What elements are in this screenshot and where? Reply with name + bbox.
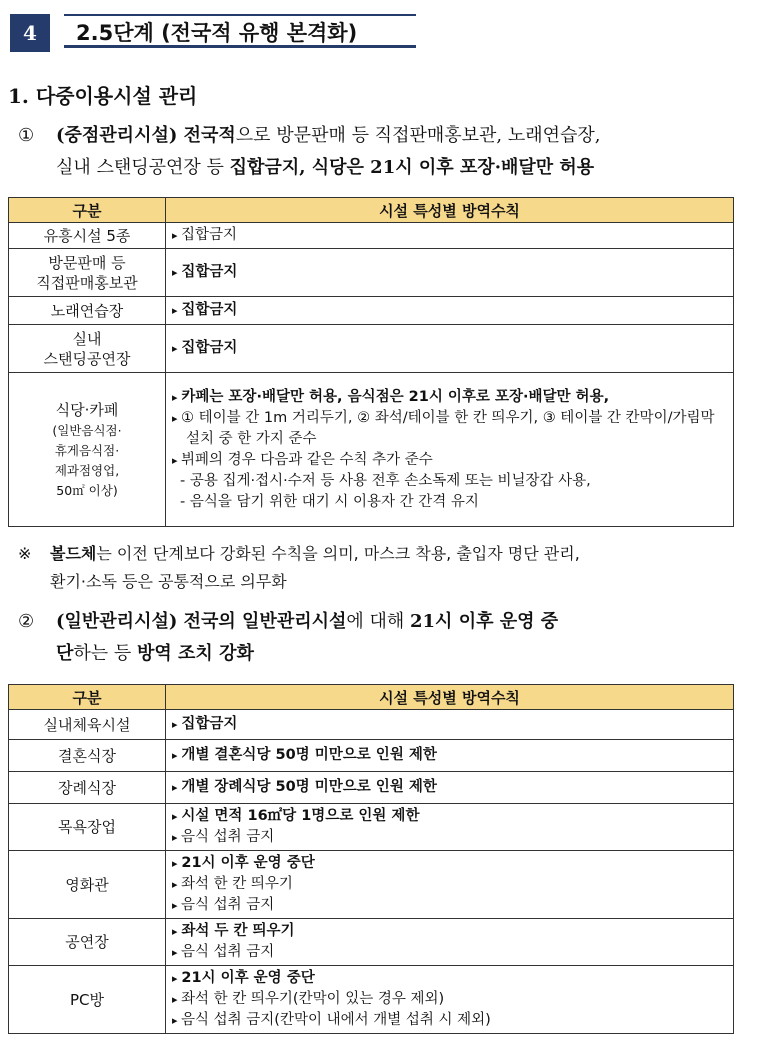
rule-cell: [166, 297, 734, 325]
rule-item: ▸ 음식 섭취 금지(칸막이 내에서 개별 섭취 시 제외): [172, 1010, 727, 1031]
rule-item: ▸ 시설 면적 16㎡당 1명으로 인원 제한: [172, 806, 727, 827]
section-title: 2.5단계 (전국적 유행 본격화): [64, 14, 416, 48]
paragraph-2-bold2: 21시 이후 운영 중: [410, 611, 559, 632]
subsection-heading: 1. 다중이용시설 관리: [8, 84, 198, 108]
category-cell: 결혼식장: [9, 740, 166, 772]
rule-item: ▸ 음식 섭취 금지: [172, 942, 727, 963]
category-line: 실내: [72, 329, 102, 348]
rule-cell: [166, 325, 734, 373]
paragraph-1-line2: 실내 스탠딩공연장 등: [56, 157, 230, 178]
rule-cell: [166, 772, 734, 804]
category-cell: 영화관: [9, 851, 166, 919]
rule-subitem: - 공용 집게·접시·수저 등 사용 전후 손소독제 또는 비닐장갑 사용,: [180, 472, 591, 489]
paragraph-2-bold: (일반관리시설) 전국의 일반관리시설: [56, 611, 347, 632]
table-row: [9, 966, 734, 1034]
rule-cell: [166, 223, 734, 249]
footnote-text: 는 이전 단계보다 강화된 수칙을 의미, 마스크 착용, 출입자 명단 관리,: [96, 544, 580, 563]
category-cell: [9, 373, 166, 527]
rule-cell: [166, 804, 734, 851]
table-row: [9, 740, 734, 772]
category-sub: (일반음식점·: [52, 422, 122, 438]
rule-item: ▸ 개별 결혼식당 50명 미만으로 인원 제한: [172, 747, 437, 763]
rule-item: ▸ 음식 섭취 금지: [172, 827, 727, 848]
footnote-marker: ※: [18, 544, 32, 563]
rule-cell: [166, 740, 734, 772]
rule-cell: [166, 249, 734, 297]
category-cell: 유흥시설 5종: [9, 223, 166, 249]
category-cell: 노래연습장: [9, 297, 166, 325]
table-row: [9, 710, 734, 740]
category-line: 방문판매 등: [48, 253, 126, 272]
footnote: [18, 540, 748, 596]
category-cell: 목욕장업: [9, 804, 166, 851]
table-row: [9, 851, 734, 919]
facility-table-2: [8, 684, 734, 1034]
category-cell: 장례식장: [9, 772, 166, 804]
category-sub: 제과점영업,: [54, 462, 120, 478]
rule-cell: [166, 919, 734, 966]
paragraph-1-marker: ①: [18, 125, 35, 146]
table-row: [9, 297, 734, 325]
category-line: 직접판매홍보관: [36, 273, 138, 292]
rule-item: ▸ 음식 섭취 금지: [172, 895, 727, 916]
paragraph-2-line2-bold2: 방역 조치 강화: [137, 643, 254, 664]
facility-table-1: [8, 197, 734, 527]
rule-item: ▸ 21시 이후 운영 중단: [172, 853, 727, 874]
paragraph-1-text: 으로 방문판매 등 직접판매홍보관, 노래연습장,: [235, 125, 601, 146]
footnote-line2: 환기·소독 등은 공통적으로 의무화: [50, 572, 287, 591]
column-header: 구분: [9, 198, 166, 223]
paragraph-1: [18, 120, 746, 184]
table-row: [9, 249, 734, 297]
rule-item: ▸ 뷔페의 경우 다음과 같은 수칙 추가 준수: [172, 450, 727, 471]
category-cell: 실내체육시설: [9, 710, 166, 740]
rule-subitem: - 음식을 담기 위한 대기 시 이용자 간 간격 유지: [180, 493, 479, 510]
rule-item: ▸ 집합금지: [172, 716, 237, 732]
table-row: [9, 772, 734, 804]
paragraph-2-line2: 하는 등: [73, 643, 137, 664]
table-row: [9, 373, 734, 527]
rule-cell: [166, 966, 734, 1034]
rule-item: ▸ 좌석 한 칸 띄우기: [172, 874, 727, 895]
category-cell: PC방: [9, 966, 166, 1034]
section-header: [10, 14, 418, 52]
rule-item: ▸ 21시 이후 운영 중단: [172, 968, 727, 989]
rule-item: ▸ 좌석 한 칸 띄우기(칸막이 있는 경우 제외): [172, 989, 727, 1010]
rule-item: ▸ 집합금지: [172, 264, 237, 280]
rule-cell: [166, 373, 734, 527]
rule-item: ▸ 카페는 포장·배달만 허용, 음식점은 21시 이후로 포장·배달만 허용,: [172, 387, 727, 408]
section-number: 4: [10, 14, 50, 52]
column-header: 시설 특성별 방역수칙: [166, 198, 734, 223]
rule-item: ▸ 집합금지: [172, 302, 237, 318]
table-row: [9, 804, 734, 851]
rule-item: ▸ 좌석 두 칸 띄우기: [172, 921, 727, 942]
column-header: 구분: [9, 685, 166, 710]
paragraph-1-bold: (중점관리시설) 전국적: [56, 125, 236, 146]
category-main: 식당·카페: [55, 400, 119, 419]
rule-item: ▸ ① 테이블 간 1m 거리두기, ② 좌석/테이블 한 칸 띄우기, ③ 테이블 간 칸막이/가림막 설치 중 한 가지 준수: [172, 408, 727, 450]
category-line: 스탠딩공연장: [43, 349, 131, 368]
category-sub: 50㎡ 이상): [56, 482, 118, 498]
rule-item: ▸ 집합금지: [172, 227, 237, 243]
table-row: [9, 919, 734, 966]
table-header-row: [9, 198, 734, 223]
table-row: [9, 325, 734, 373]
paragraph-2-line2-bold: 단: [56, 643, 74, 664]
rule-item: ▸ 개별 장례식당 50명 미만으로 인원 제한: [172, 779, 437, 795]
category-sub: 휴게음식점·: [54, 442, 120, 458]
rule-cell: [166, 710, 734, 740]
paragraph-2-marker: ②: [18, 611, 35, 632]
paragraph-2-text: 에 대해: [346, 611, 410, 632]
category-cell: [9, 249, 166, 297]
footnote-bold-word: 볼드체: [50, 544, 97, 563]
rule-cell: [166, 851, 734, 919]
category-cell: 공연장: [9, 919, 166, 966]
rule-item: ▸ 집합금지: [172, 340, 237, 356]
column-header: 시설 특성별 방역수칙: [166, 685, 734, 710]
table-header-row: [9, 685, 734, 710]
paragraph-2: [18, 606, 746, 670]
category-cell: [9, 325, 166, 373]
paragraph-1-line2-bold: 집합금지, 식당은 21시 이후 포장·배달만 허용: [229, 157, 595, 178]
table-row: [9, 223, 734, 249]
